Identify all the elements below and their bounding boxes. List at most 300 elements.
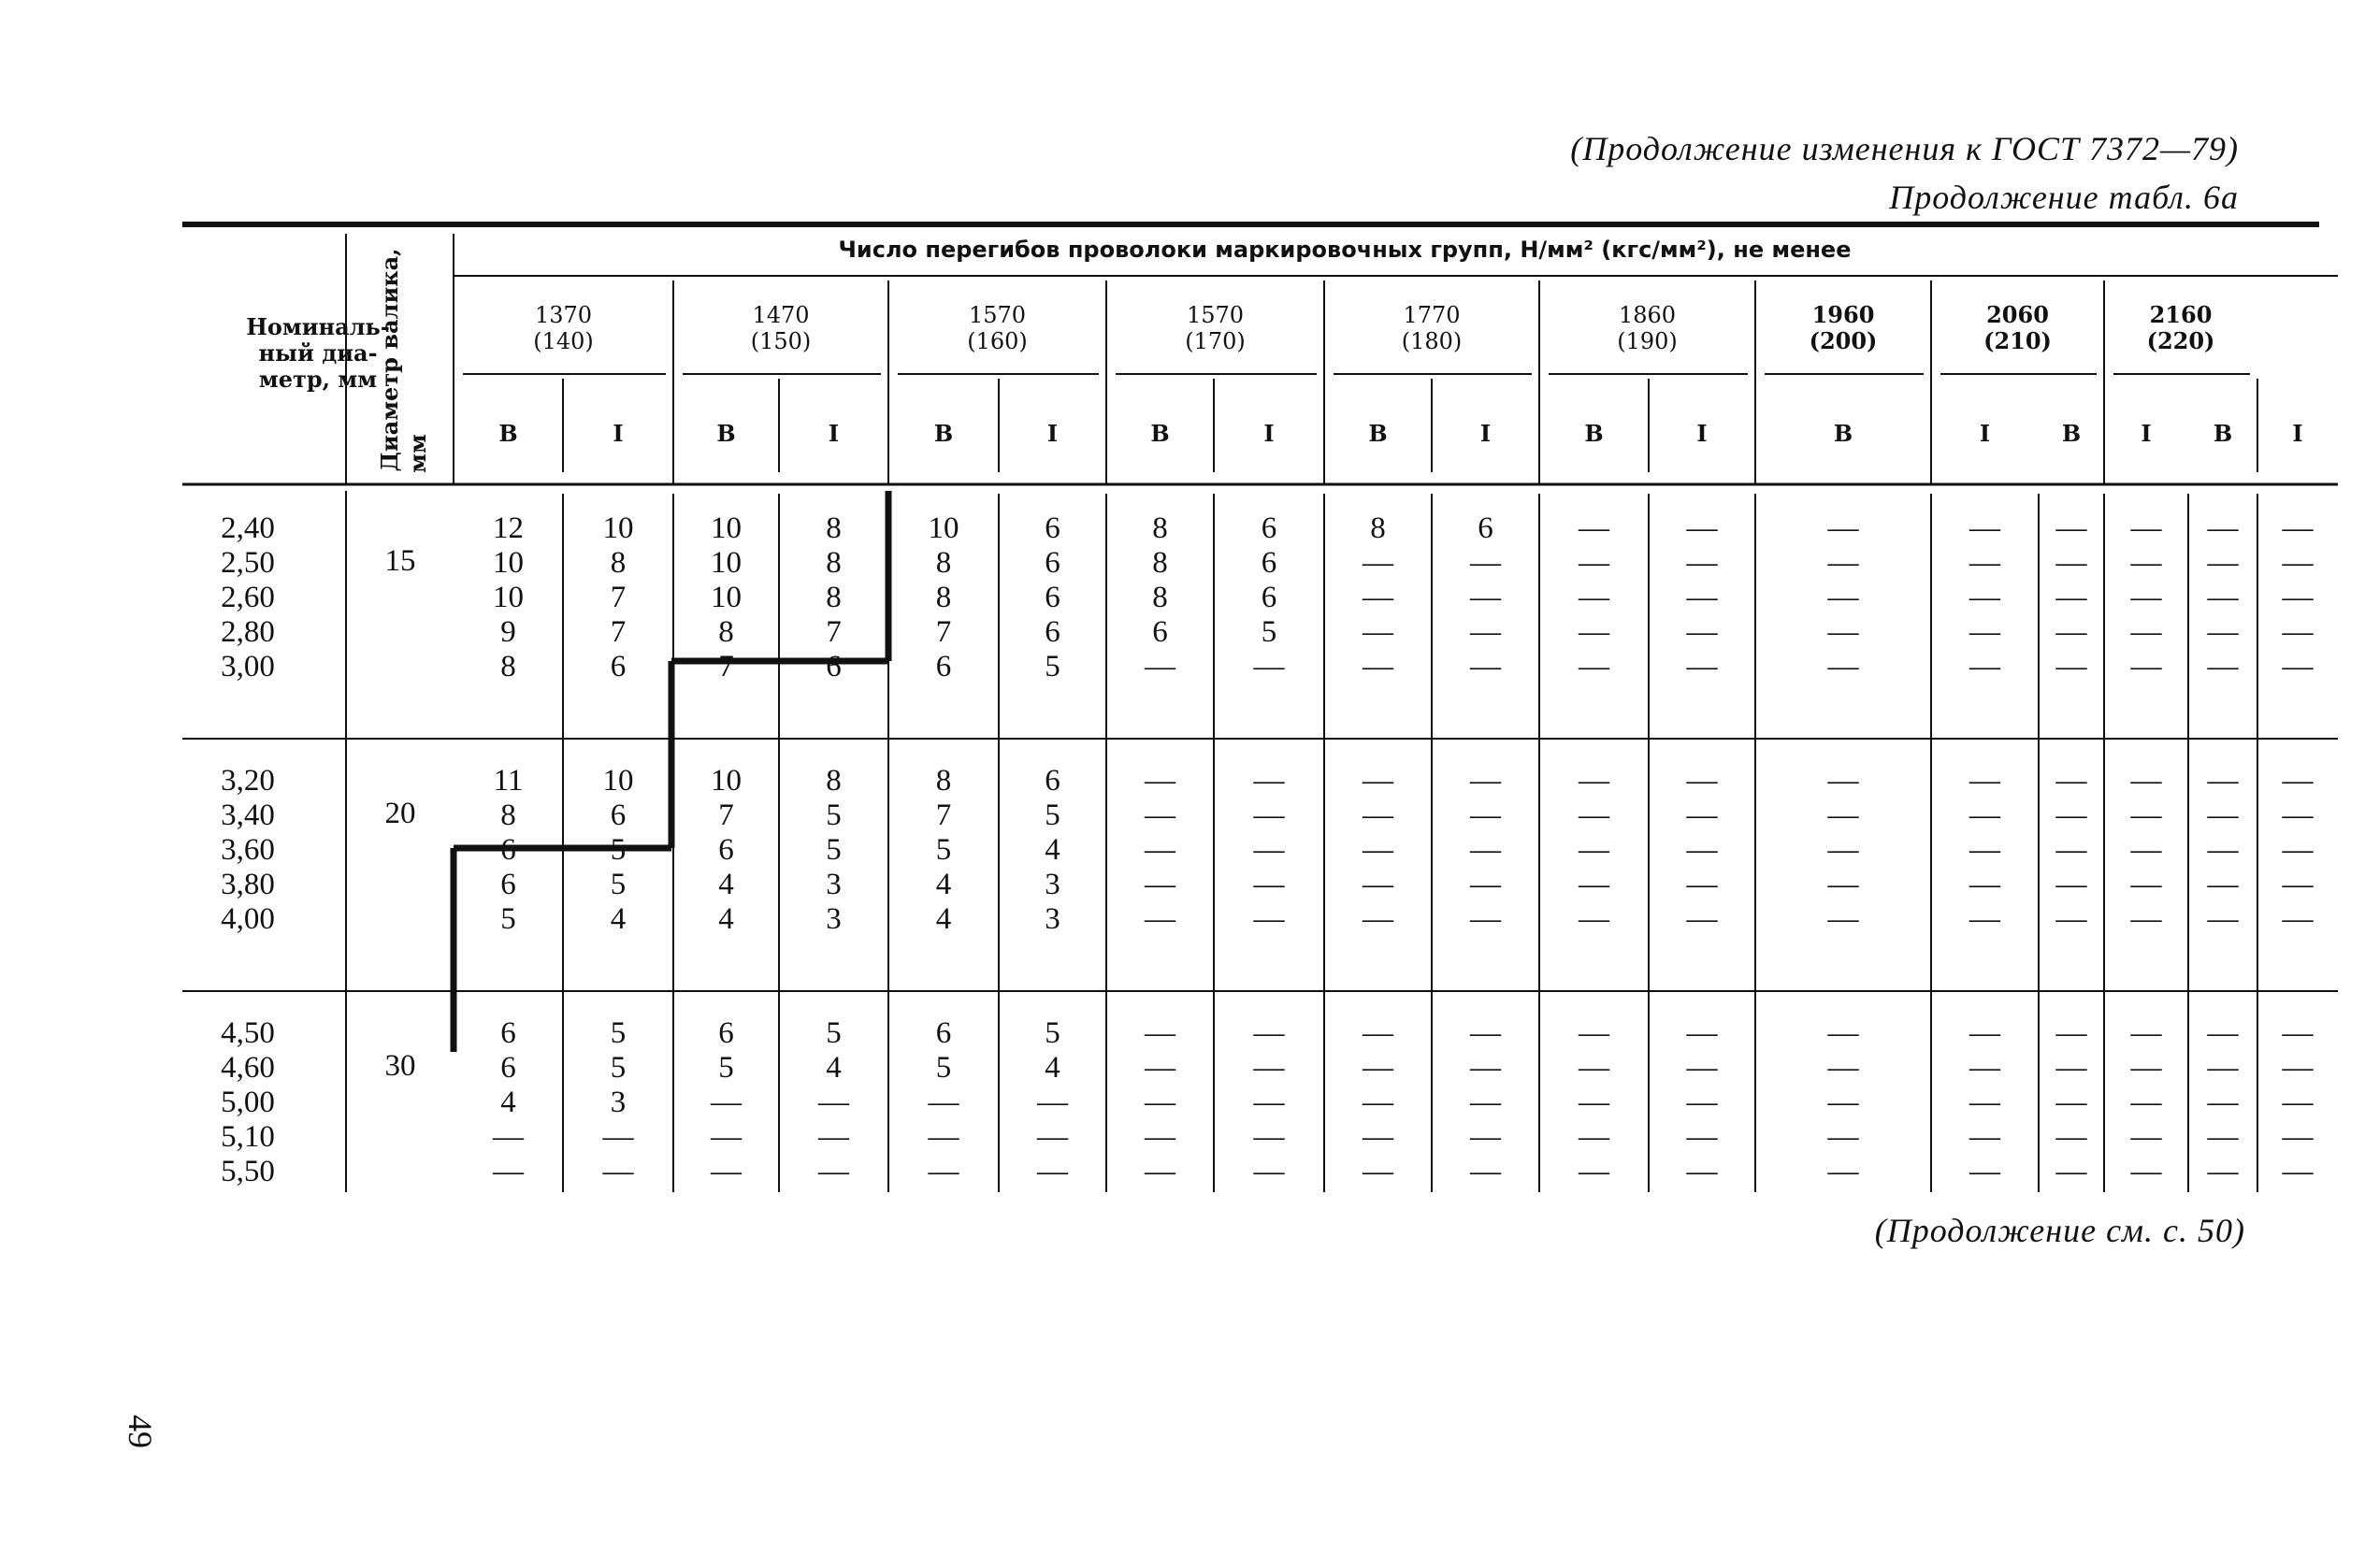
nominal-diameter-value: 2,40 [221,511,275,545]
bend-count-cell: — [2282,868,2314,901]
bend-count-cell: — [1145,902,1175,936]
bend-count-cell: — [1253,650,1285,683]
sub-header-i: I [1046,420,1059,447]
bend-count-cell: — [1253,902,1285,936]
bend-count-cell: 6 [718,1016,734,1050]
bend-count-cell: — [1253,868,1285,901]
bend-count-cell: — [2207,1155,2239,1188]
bend-count-cell: — [1363,1120,1393,1154]
bend-count-cell: — [2055,1016,2087,1050]
bend-count-cell: — [1969,1051,2000,1085]
group-strength-n: 2060 [1986,301,2049,328]
bend-count-cell: — [1145,1120,1175,1154]
bend-count-cell: — [1969,1016,2000,1050]
roller-diameter-value: 15 [384,544,416,578]
group-strength-kgf: (200) [1809,327,1878,354]
bend-count-cell: 3 [610,1086,627,1119]
nominal-diameter-value: 5,50 [221,1155,275,1188]
bend-count-cell: 7 [718,798,734,832]
continuation-title: (Продолжение изменения к ГОСТ 7372—79) [1570,130,2239,167]
table-continuation-label: Продолжение табл. 6а [1889,179,2239,216]
bend-count-cell: — [2207,1051,2239,1085]
bend-count-cell: — [2055,798,2087,832]
bend-count-cell: — [2207,1016,2239,1050]
sub-header-b: В [2061,420,2082,447]
bend-count-cell: — [1686,1051,1718,1085]
bend-count-cell: — [2282,650,2314,683]
bend-count-cell: 5 [935,1051,952,1085]
bend-count-cell: — [1145,1051,1175,1085]
bend-count-cell: — [1145,650,1175,683]
bend-count-cell: — [1969,764,2000,798]
bend-count-cell: — [2207,1120,2239,1154]
bend-count-cell: — [1969,650,2000,683]
bend-count-cell: — [1145,1086,1175,1119]
bend-count-cell: — [2055,1051,2087,1085]
bend-count-cell: — [1827,868,1859,901]
bend-count-cell: — [602,1155,634,1188]
bend-count-cell: — [1145,868,1175,901]
bend-count-cell: — [2282,798,2314,832]
bend-count-cell: 4 [718,902,734,936]
bend-count-cell: 5 [1045,798,1060,832]
bend-count-cell: — [1686,511,1718,545]
bend-count-cell: — [2130,868,2162,901]
bend-count-cell: 6 [1045,511,1060,545]
bend-count-cell: 8 [1370,511,1386,545]
bend-count-cell: — [1686,1016,1718,1050]
bend-count-cell: — [1145,764,1175,798]
bend-count-cell: 6 [1261,581,1277,614]
bend-count-cell: — [1363,581,1393,614]
bend-count-cell: — [2130,511,2162,545]
bend-count-cell: — [928,1120,959,1154]
bend-count-cell: 7 [610,581,627,614]
nominal-diameter-value: 3,40 [221,798,275,832]
bend-count-cell: 10 [711,511,742,545]
bend-count-cell: — [1363,902,1393,936]
bend-count-cell: — [2207,581,2239,614]
nominal-diameter-value: 5,10 [221,1120,275,1154]
bend-count-cell: 8 [1152,546,1168,580]
bend-count-cell: — [1253,1051,1285,1085]
bend-count-cell: — [711,1086,742,1119]
group-strength-kgf: (180) [1401,328,1463,354]
sub-header-i: I [613,420,624,447]
group-strength-kgf: (140) [533,328,594,354]
bend-count-cell: — [1145,833,1175,867]
bend-count-cell: — [1579,511,1609,545]
bend-count-cell: — [1363,798,1393,832]
bend-count-cell: 8 [500,650,516,683]
bend-count-cell: — [1253,833,1285,867]
bend-count-cell: — [711,1155,742,1188]
bend-count-cell: — [2055,868,2087,901]
bend-count-cell: 10 [711,764,742,798]
bend-count-cell: — [1363,650,1393,683]
bend-count-cell: — [2130,1086,2162,1119]
bend-count-cell: — [2055,1155,2087,1188]
bend-count-cell: — [2130,1016,2162,1050]
bend-count-cell: — [1363,868,1393,901]
bend-count-cell: 6 [718,833,734,867]
bend-count-cell: 5 [826,1016,842,1050]
bend-count-cell: — [1470,868,1501,901]
group-strength-n: 1570 [968,302,1027,328]
bend-count-cell: — [1827,511,1859,545]
bend-count-cell: 8 [500,798,516,832]
bend-count-cell: — [1686,1120,1718,1154]
bend-count-cell: — [1037,1120,1068,1154]
nominal-diameter-value: 2,80 [221,615,275,649]
bend-count-cell: — [1145,1155,1175,1188]
bend-count-cell: — [2282,546,2314,580]
nominal-diameter-value: 3,00 [221,650,275,683]
bend-count-cell: 8 [718,615,734,649]
bend-count-cell: 7 [610,615,627,649]
bend-count-cell: — [1145,1016,1175,1050]
bend-count-cell: — [818,1086,849,1119]
bend-count-cell: — [1579,1016,1609,1050]
bend-count-cell: — [1827,1120,1859,1154]
bend-count-cell: 10 [493,581,524,614]
bend-count-cell: — [1686,764,1718,798]
bend-count-cell: 10 [493,546,524,580]
nominal-diameter-value: 3,20 [221,764,275,798]
bend-count-cell: — [1470,1155,1501,1188]
bend-count-cell: — [2282,833,2314,867]
bend-count-cell: — [1579,764,1609,798]
bend-count-cell: 6 [500,833,516,867]
bend-count-cell: 8 [935,546,952,580]
group-strength-kgf: (170) [1185,328,1246,354]
nominal-diameter-value: 4,50 [221,1016,275,1050]
bend-count-cell: 3 [1045,902,1060,936]
bend-count-cell: — [711,1120,742,1154]
sub-header-i: I [828,420,840,447]
bend-count-cell: — [1686,1086,1718,1119]
bend-count-cell: — [1037,1155,1068,1188]
bend-count-cell: 5 [610,833,627,867]
bend-count-cell: 8 [935,764,952,798]
bend-count-cell: — [2282,1120,2314,1154]
bend-count-cell: — [1827,764,1859,798]
bend-count-cell: — [1827,615,1859,649]
bend-count-cell: 8 [826,511,842,545]
bend-count-cell: 5 [935,833,952,867]
header-nominal-diameter: метр, мм [258,366,378,393]
roller-diameter-value: 30 [384,1049,416,1083]
bend-count-cell: — [1579,902,1609,936]
bend-count-cell: 9 [500,615,516,649]
bend-count-cell: 7 [826,615,842,649]
group-strength-kgf: (190) [1617,328,1678,354]
group-strength-n: 1470 [752,302,810,328]
bend-count-cell: — [1363,1155,1393,1188]
page-number: 49 [122,1415,159,1448]
bend-count-cell: 5 [718,1051,734,1085]
sub-header-i: I [1479,420,1492,447]
bend-count-cell: — [1969,615,2000,649]
bend-count-cell: 3 [826,868,842,901]
bend-count-cell: — [1253,1120,1285,1154]
bend-count-cell: — [2282,1155,2314,1188]
bend-count-cell: 6 [1261,511,1277,545]
bend-count-cell: 4 [935,868,952,901]
sub-header-i: I [1979,420,1991,447]
bend-count-cell: — [1686,615,1718,649]
group-strength-kgf: (160) [967,328,1028,354]
bend-count-cell: 5 [826,833,842,867]
bend-count-cell: — [2055,615,2087,649]
bend-count-cell: — [2055,511,2087,545]
bend-count-cell: 5 [610,868,627,901]
sub-header-b: В [1368,420,1388,447]
bend-count-cell: 8 [826,581,842,614]
sub-header-i: I [1263,420,1275,447]
bend-count-cell: — [1969,833,2000,867]
bend-count-cell: 5 [1261,615,1277,649]
bend-count-cell: — [2282,581,2314,614]
bend-count-cell: — [2055,1120,2087,1154]
bend-count-cell: — [2282,764,2314,798]
bend-count-cell: — [1579,1086,1609,1119]
bend-count-cell: 4 [1045,1051,1060,1085]
bend-count-cell: 5 [500,902,516,936]
bend-count-cell: — [1363,1086,1393,1119]
bend-count-cell: 7 [935,798,952,832]
bend-count-cell: — [1470,764,1501,798]
bend-count-cell: — [1827,1086,1859,1119]
bend-count-cell: 7 [718,650,734,683]
sub-header-i: I [2141,420,2152,447]
bend-count-cell: — [1686,833,1718,867]
bend-count-cell: 6 [500,1016,516,1050]
bend-count-cell: 4 [610,902,627,936]
bend-count-cell: 6 [500,868,516,901]
bend-count-cell: 8 [1152,581,1168,614]
bend-count-cell: 10 [711,546,742,580]
bend-count-cell: 3 [1045,868,1060,901]
bend-count-cell: — [1969,1120,2000,1154]
bend-count-cell: — [2207,868,2239,901]
bend-count-cell: — [1145,798,1175,832]
bend-count-cell: — [1579,581,1609,614]
bend-count-cell: 5 [610,1051,627,1085]
bend-count-cell: 4 [500,1086,516,1119]
bend-count-cell: — [2055,764,2087,798]
bend-count-cell: — [1470,1016,1501,1050]
bend-count-cell: 5 [1045,650,1060,683]
bend-count-cell: — [1470,902,1501,936]
nominal-diameter-value: 3,80 [221,868,275,901]
bend-count-cell: — [2207,764,2239,798]
bend-count-cell: — [2207,902,2239,936]
group-strength-kgf: (220) [2146,327,2215,354]
bend-count-cell: — [1363,1051,1393,1085]
bend-count-cell: — [1827,650,1859,683]
bend-count-cell: 6 [1045,581,1060,614]
group-strength-n: 1860 [1618,302,1677,328]
bend-count-cell: 4 [826,1051,842,1085]
bend-count-cell: — [1686,1155,1718,1188]
sub-header-i: I [1696,420,1708,447]
bend-count-cell: 11 [493,764,524,798]
bend-count-cell: — [2282,902,2314,936]
bend-count-cell: — [2130,650,2162,683]
nominal-diameter-value: 2,60 [221,581,275,614]
bend-count-cell: — [1827,546,1859,580]
bend-count-cell: 6 [610,650,627,683]
sub-header-b: В [1150,420,1170,447]
bend-count-cell: — [1470,581,1501,614]
bend-count-cell: — [1037,1086,1068,1119]
bend-count-cell: — [928,1086,959,1119]
bend-count-cell: — [2055,833,2087,867]
bend-count-cell: — [2282,1051,2314,1085]
bend-count-cell: 12 [493,511,524,545]
bend-count-cell: — [1363,546,1393,580]
bend-count-cell: — [1686,546,1718,580]
sub-header-b: В [933,420,954,447]
bend-count-cell: 10 [602,511,634,545]
group-strength-n: 1370 [534,302,593,328]
bend-count-cell: — [2130,1051,2162,1085]
bend-count-cell: — [2207,833,2239,867]
bend-count-cell: — [2207,1086,2239,1119]
bend-count-cell: — [1969,1155,2000,1188]
bend-count-cell: — [1579,1120,1609,1154]
bend-count-cell: 4 [935,902,952,936]
bend-count-cell: 5 [1045,1016,1060,1050]
nominal-diameter-value: 3,60 [221,833,275,867]
group-strength-kgf: (150) [750,328,812,354]
bend-count-cell: — [1686,868,1718,901]
bend-count-cell: — [2130,833,2162,867]
bend-count-cell: 10 [928,511,959,545]
nominal-diameter-value: 5,00 [221,1086,275,1119]
bend-count-cell: — [1579,546,1609,580]
bend-count-cell: — [2055,650,2087,683]
bend-count-cell: — [1363,615,1393,649]
bend-count-cell: 8 [826,546,842,580]
bend-count-cell: — [493,1120,524,1154]
bend-count-cell: — [2130,615,2162,649]
sub-header-b: В [498,420,518,447]
bend-count-cell: — [1827,902,1859,936]
bend-count-cell: — [1827,798,1859,832]
bend-count-cell: — [1686,650,1718,683]
header-nominal-diameter: ный диа- [258,339,378,367]
bend-count-cell: — [2055,902,2087,936]
nominal-diameter-value: 4,00 [221,902,275,936]
bend-count-cell: — [1686,798,1718,832]
bend-count-cell: — [2207,546,2239,580]
bend-count-cell: — [818,1120,849,1154]
bend-count-cell: — [1969,1086,2000,1119]
bend-count-cell: 6 [1045,615,1060,649]
bend-count-cell: — [2055,581,2087,614]
bend-count-cell: — [2282,511,2314,545]
bend-count-cell: — [1579,615,1609,649]
bend-count-cell: — [2130,798,2162,832]
bend-count-cell: — [1253,1155,1285,1188]
bend-count-cell: — [2130,902,2162,936]
bend-count-cell: 5 [826,798,842,832]
bend-count-cell: — [1686,902,1718,936]
group-strength-n: 1770 [1403,302,1461,328]
bend-count-cell: 6 [1045,764,1060,798]
bend-count-cell: — [1686,581,1718,614]
bend-count-cell: — [928,1155,959,1188]
bend-count-cell: — [1579,650,1609,683]
bend-count-cell: 4 [718,868,734,901]
bend-count-cell: — [1969,546,2000,580]
bend-count-cell: — [2130,546,2162,580]
bend-count-cell: — [602,1120,634,1154]
bend-count-cell: — [1363,764,1393,798]
bend-count-cell: — [2207,511,2239,545]
nominal-diameter-value: 4,60 [221,1051,275,1085]
bend-count-cell: — [1827,1155,1859,1188]
group-strength-n: 1570 [1186,302,1245,328]
bend-count-cell: — [1470,650,1501,683]
bend-count-cell: — [1579,1051,1609,1085]
bend-count-cell: — [1470,798,1501,832]
bend-count-cell: — [1969,868,2000,901]
header-roller-diameter: мм [404,434,431,473]
bend-count-cell: — [2130,764,2162,798]
bend-count-cell: — [2282,1086,2314,1119]
bend-count-cell: 6 [1478,511,1493,545]
sub-header-b: В [1833,420,1853,447]
sub-header-b: В [1584,420,1604,447]
bend-count-cell: — [2055,546,2087,580]
bend-count-cell: — [2055,1086,2087,1119]
sub-header-b: В [716,420,736,447]
bend-count-cell: 6 [500,1051,516,1085]
bend-count-cell: — [1827,1051,1859,1085]
bend-count-cell: — [2207,615,2239,649]
bend-count-cell: 8 [610,546,627,580]
bend-count-cell: 6 [1261,546,1277,580]
bend-count-cell: — [1969,511,2000,545]
group-strength-n: 1960 [1811,301,1875,328]
bend-count-cell: — [1470,833,1501,867]
bend-count-cell: — [1253,798,1285,832]
bend-count-cell: — [1579,798,1609,832]
bend-count-cell: 6 [610,798,627,832]
bend-count-cell: — [1827,1016,1859,1050]
header-roller-diameter: Диаметр валика, [376,248,403,472]
bend-count-cell: 5 [610,1016,627,1050]
nominal-diameter-value: 2,50 [221,546,275,580]
bend-count-cell: — [1579,868,1609,901]
bend-count-cell: — [1363,1016,1393,1050]
bend-count-cell: — [1470,615,1501,649]
bend-count-cell: — [1579,1155,1609,1188]
bend-count-cell: 3 [826,902,842,936]
bend-count-cell: — [493,1155,524,1188]
bend-count-cell: — [1470,1120,1501,1154]
bend-count-cell: — [1827,833,1859,867]
bend-count-cell: — [1470,546,1501,580]
sub-header-i: I [2292,420,2303,447]
sub-header-b: В [2213,420,2233,447]
bend-count-cell: — [1363,833,1393,867]
bend-count-cell: — [2130,1120,2162,1154]
group-strength-kgf: (210) [1983,327,2052,354]
